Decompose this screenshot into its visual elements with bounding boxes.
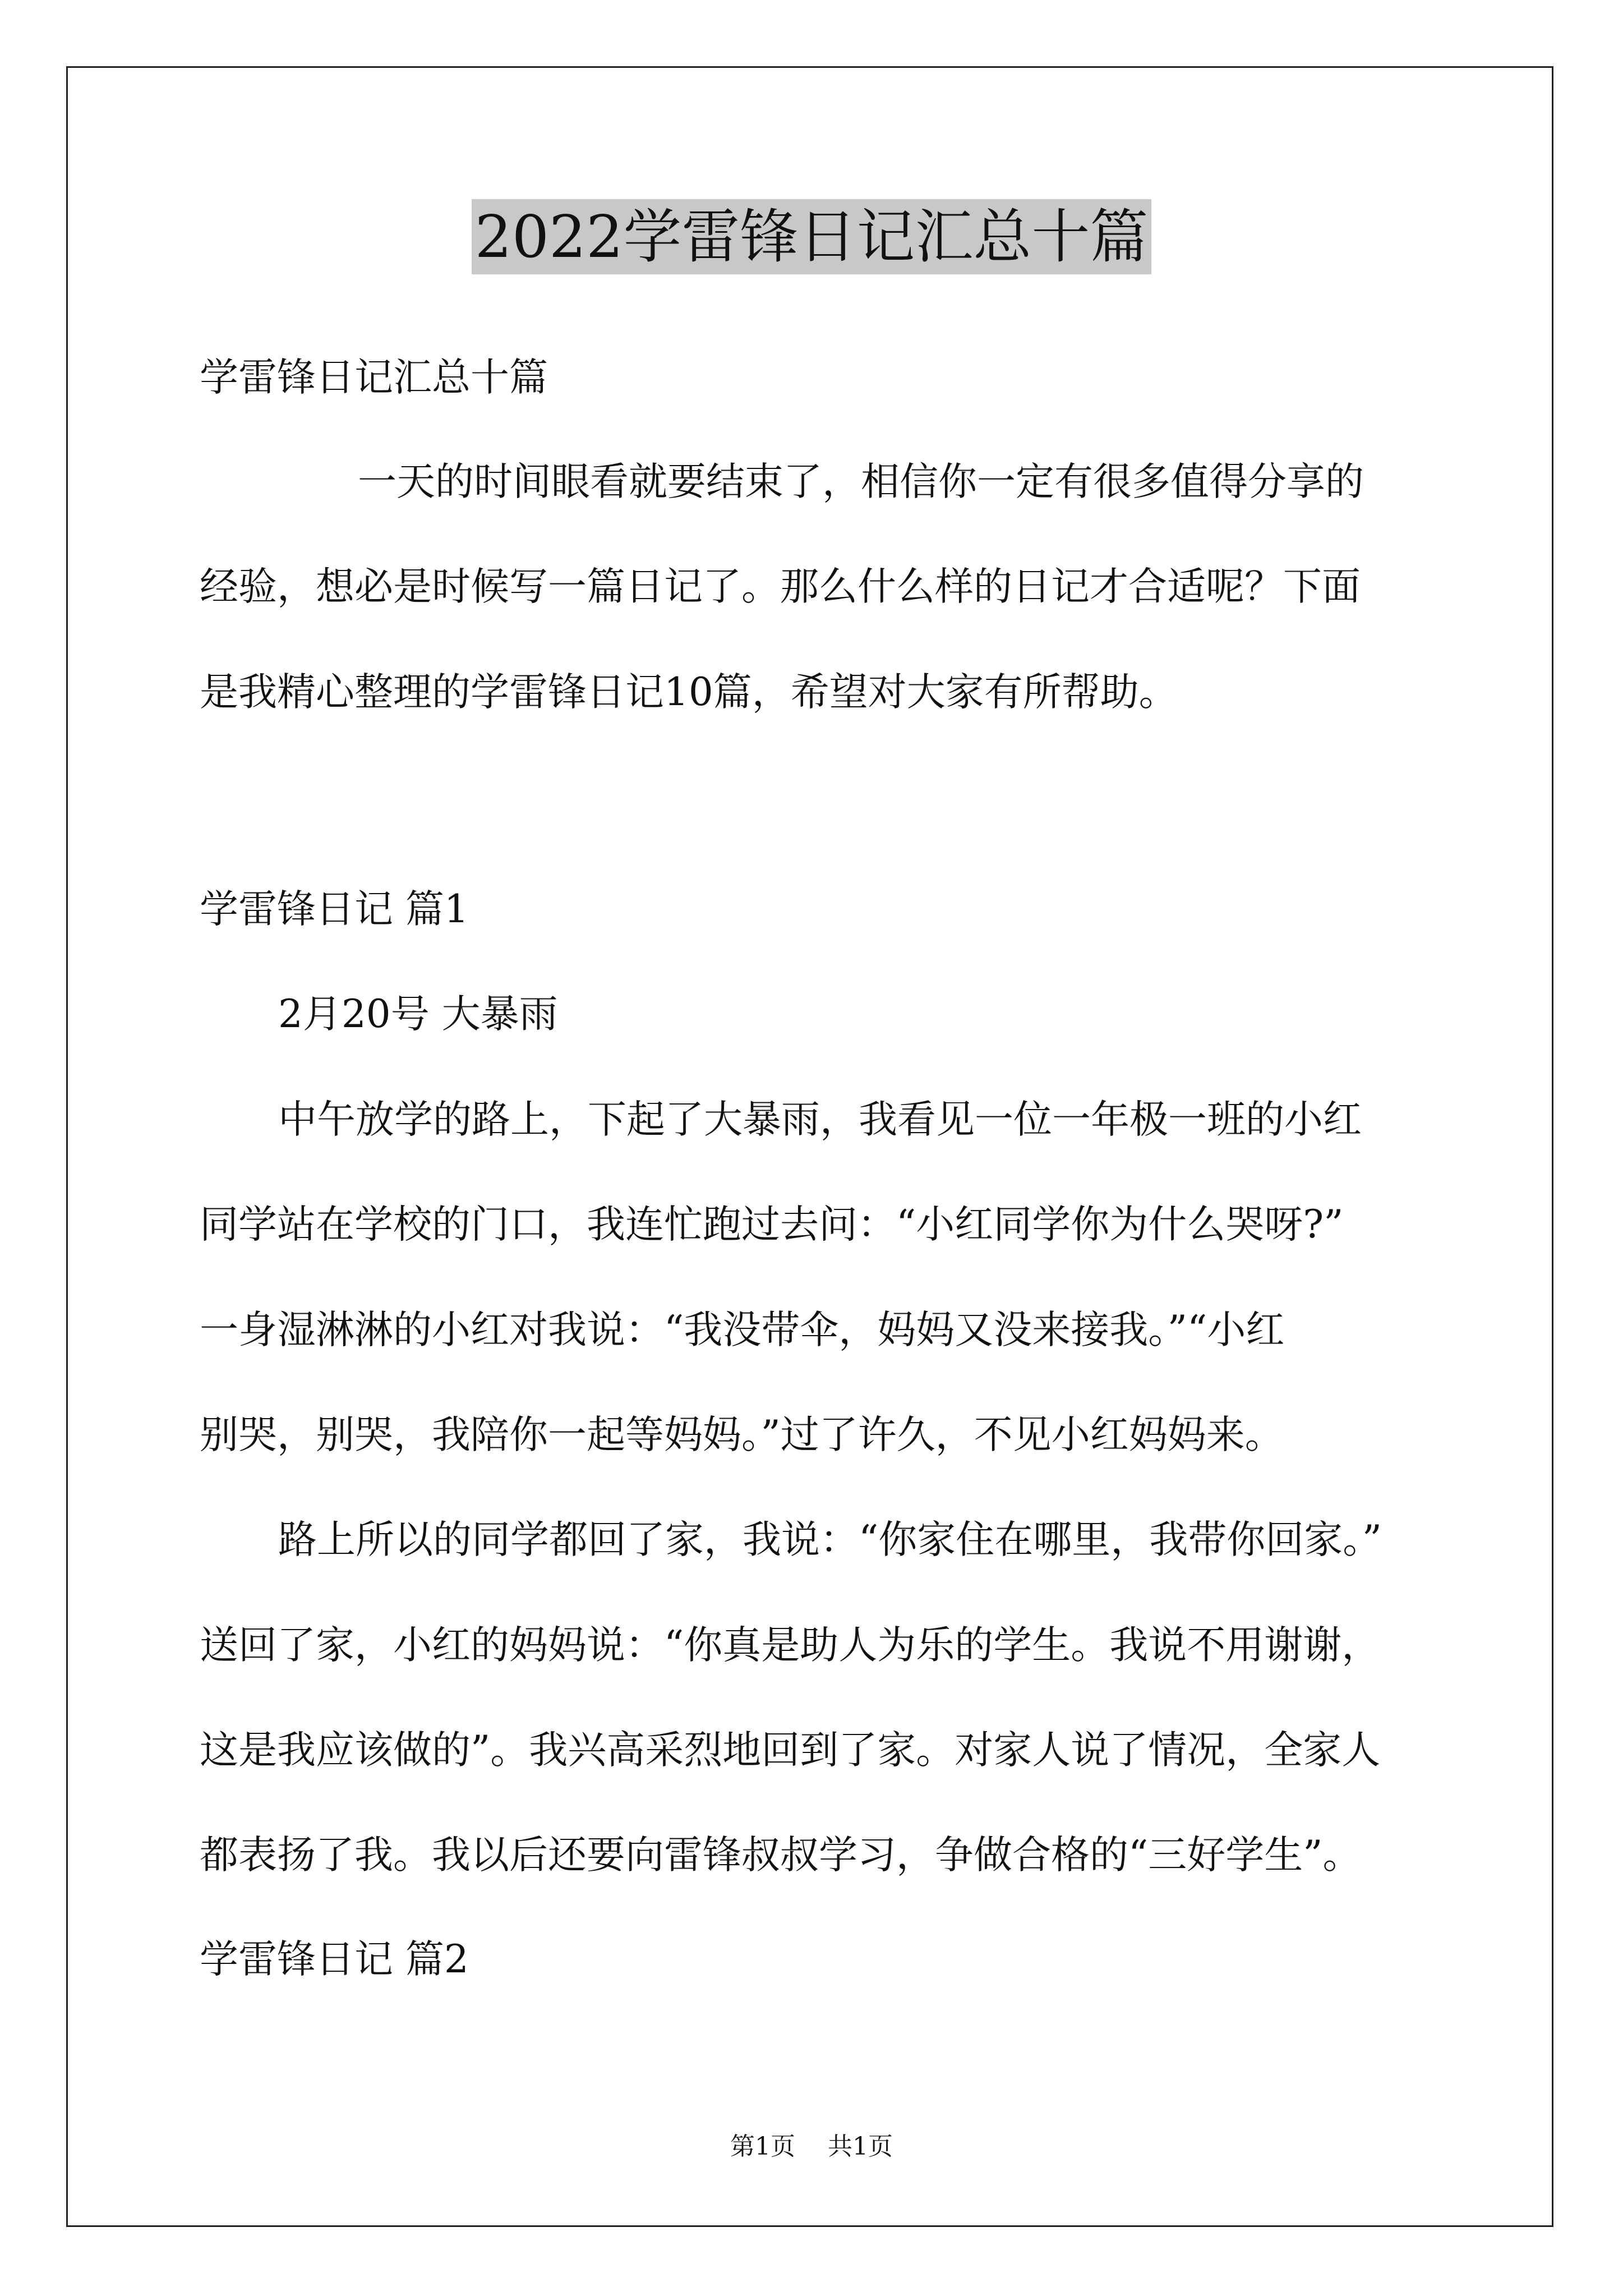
subtitle: 学雷锋日记汇总十篇 [200,355,548,400]
intro-line-3: 是我精心整理的学雷锋日记10篇，希望对大家有所帮助。 [200,670,1178,715]
section-1-line-6: 送回了家，小红的妈妈说：“你真是助人为乐的学生。我说不用谢谢， [200,1623,1381,1668]
page-total: 共1页 [828,2132,893,2161]
intro-line-2: 经验，想必是时候写一篇日记了。那么什么样的日记才合适呢？下面 [200,564,1361,609]
document-title: 2022学雷锋日记汇总十篇 [472,199,1152,274]
page-number: 第1页 [730,2132,795,2161]
section-1-line-2: 同学站在学校的门口，我连忙跑过去问：“小红同学你为什么哭呀?” [200,1202,1344,1247]
section-1-heading: 学雷锋日记 篇1 [200,887,469,932]
page-footer [0,2126,1623,2162]
section-1-line-5: 路上所以的同学都回了家，我说：“你家住在哪里，我带你回家。” [278,1517,1382,1562]
section-1-date: 2月20号 大暴雨 [278,992,558,1037]
section-1-line-1: 中午放学的路上，下起了大暴雨，我看见一位一年极一班的小红 [278,1097,1362,1142]
section-1-line-4: 别哭，别哭，我陪你一起等妈妈。”过了许久，不见小红妈妈来。 [200,1412,1284,1457]
section-1-line-7: 这是我应该做的”。我兴高采烈地回到了家。对家人说了情况，全家人 [200,1728,1381,1773]
section-1-line-8: 都表扬了我。我以后还要向雷锋叔叔学习，争做合格的“三好学生”。 [200,1833,1362,1878]
title-container [0,199,1623,274]
intro-line-1: 一天的时间眼看就要结束了，相信你一定有很多值得分享的 [358,459,1364,504]
section-1-line-3: 一身湿淋淋的小红对我说：“我没带伞，妈妈又没来接我。”“小红 [200,1308,1285,1352]
section-2-heading: 学雷锋日记 篇2 [200,1937,469,1982]
